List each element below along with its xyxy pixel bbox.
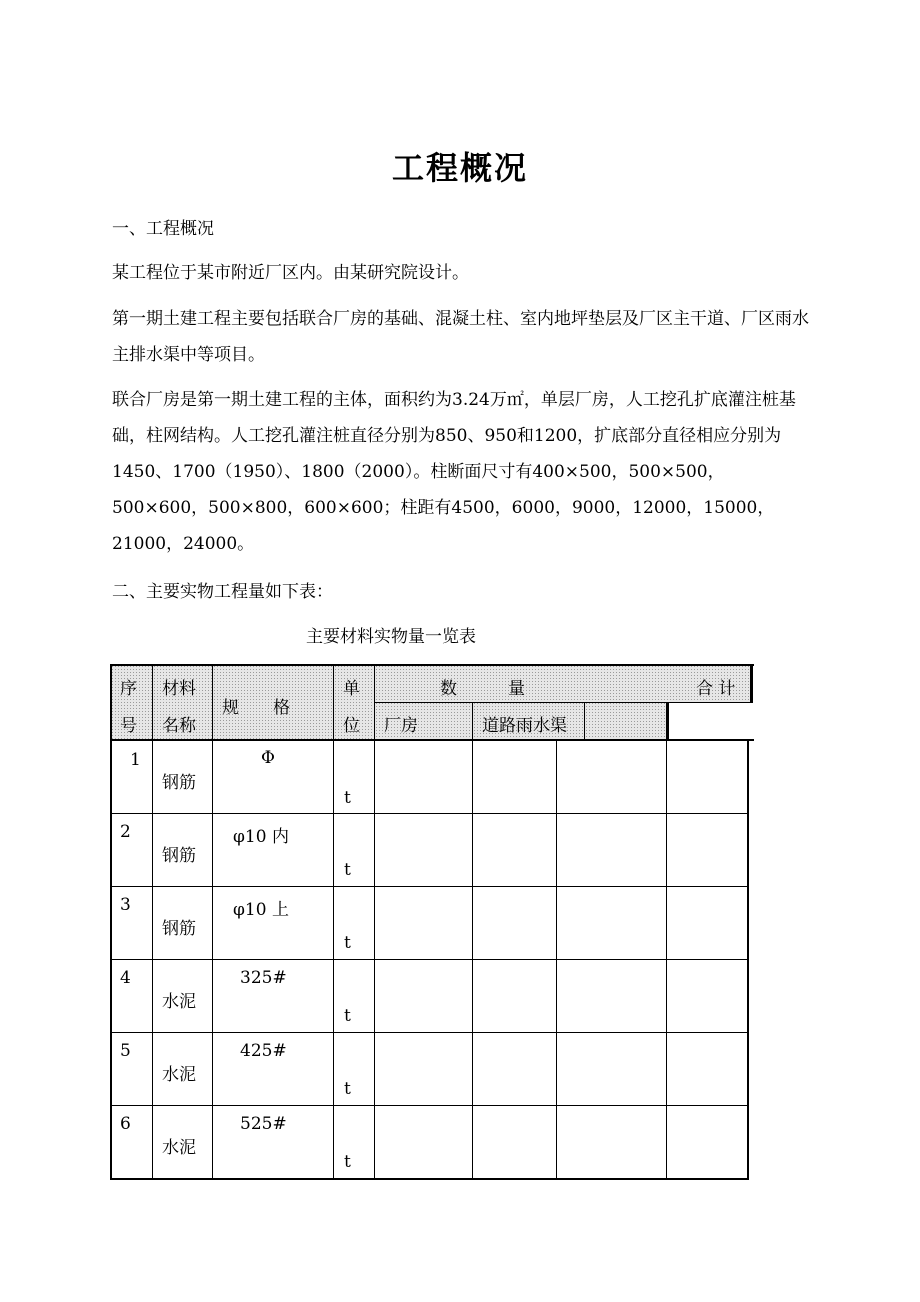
header-sub-road: 道路雨水渠: [482, 716, 567, 736]
row4-seq: 4: [120, 968, 131, 988]
row1-spec: Φ: [261, 748, 275, 768]
row-line-2: [110, 886, 749, 887]
row3-unit: t: [344, 933, 351, 953]
row3-material: 钢筋: [162, 919, 196, 939]
row6-unit: t: [344, 1152, 351, 1172]
row5-spec: 425#: [240, 1041, 287, 1061]
row5-material: 水泥: [162, 1065, 196, 1085]
header-seq-top: 序: [120, 679, 137, 699]
table-top-border: [110, 664, 754, 666]
row4-spec: 325#: [240, 968, 287, 988]
header-blank-cell: [585, 702, 666, 740]
col-line-6-body: [556, 740, 557, 1180]
table-left-border: [110, 664, 112, 1180]
row-line-5: [110, 1105, 749, 1106]
col-line-6-header: [584, 702, 585, 740]
paragraph-2: 第一期土建工程主要包括联合厂房的基础、混凝土柱、室内地坪垫层及厂区主干道、厂区雨水主排水渠中等项目。: [112, 309, 809, 365]
header-mid-line: [375, 702, 753, 703]
col-line-3: [333, 664, 334, 1180]
row-line-3: [110, 959, 749, 960]
row1-unit: t: [344, 788, 351, 808]
table-caption: 主要材料实物量一览表: [306, 627, 476, 647]
row5-unit: t: [344, 1079, 351, 1099]
section1-heading: 一、工程概况: [112, 219, 214, 239]
row1-seq: 1: [130, 750, 141, 770]
col-line-1: [152, 664, 153, 1180]
paragraph-3: 联合厂房是第一期土建工程的主体，面积约为3.24万㎡，单层厂房，人工挖孔扩底灌注桩基础，柱网结构。人工挖孔灌注桩直径分别为850、950和1200，扩底部分直径相应分别为1450、1700（1950）、1800（2000）。柱断面尺寸有400×500，500×500，500×600，500×800，600×600；柱距有4500，6000，9000，12000，15000，21000，24000。: [112, 390, 796, 554]
row2-seq: 2: [120, 822, 131, 842]
col-line-7: [666, 740, 667, 1180]
table-bottom-border: [110, 1178, 749, 1180]
row6-spec: 525#: [240, 1114, 287, 1134]
header-unit-bottom: 位: [343, 716, 360, 736]
header-qty: 数 量: [440, 679, 525, 699]
header-sub-factory: 厂房: [384, 716, 418, 736]
row4-material: 水泥: [162, 992, 196, 1012]
header-seq-bottom: 号: [120, 716, 137, 736]
paragraph-1: 某工程位于某市附近厂区内。由某研究院设计。: [112, 263, 469, 283]
header-bottom-border: [110, 739, 754, 741]
header-right-border: [750, 664, 753, 702]
header-spec: 规 格: [222, 698, 290, 718]
section2-heading: 二、主要实物工程量如下表：: [112, 582, 333, 602]
col-line-2: [212, 664, 213, 1180]
header-mat-bottom: 名称: [162, 716, 196, 736]
row2-spec: φ10 内: [233, 827, 289, 847]
row-line-4: [110, 1032, 749, 1033]
row3-seq: 3: [120, 895, 131, 915]
header-blank-right-border: [666, 702, 669, 740]
header-unit-top: 单: [343, 679, 360, 699]
row-line-1: [110, 813, 749, 814]
row6-seq: 6: [120, 1114, 131, 1134]
materials-table: [110, 664, 754, 1180]
header-mat-top: 材料: [162, 679, 196, 699]
row2-material: 钢筋: [162, 846, 196, 866]
row3-spec: φ10 上: [233, 900, 289, 920]
col-line-4: [374, 664, 375, 1180]
row6-material: 水泥: [162, 1138, 196, 1158]
row5-seq: 5: [120, 1041, 131, 1061]
row4-unit: t: [344, 1006, 351, 1026]
header-total: 合 计: [696, 679, 736, 699]
row1-material: 钢筋: [162, 773, 196, 793]
page-title: 工程概况: [391, 149, 528, 187]
col-line-5: [472, 702, 473, 1180]
row2-unit: t: [344, 860, 351, 880]
